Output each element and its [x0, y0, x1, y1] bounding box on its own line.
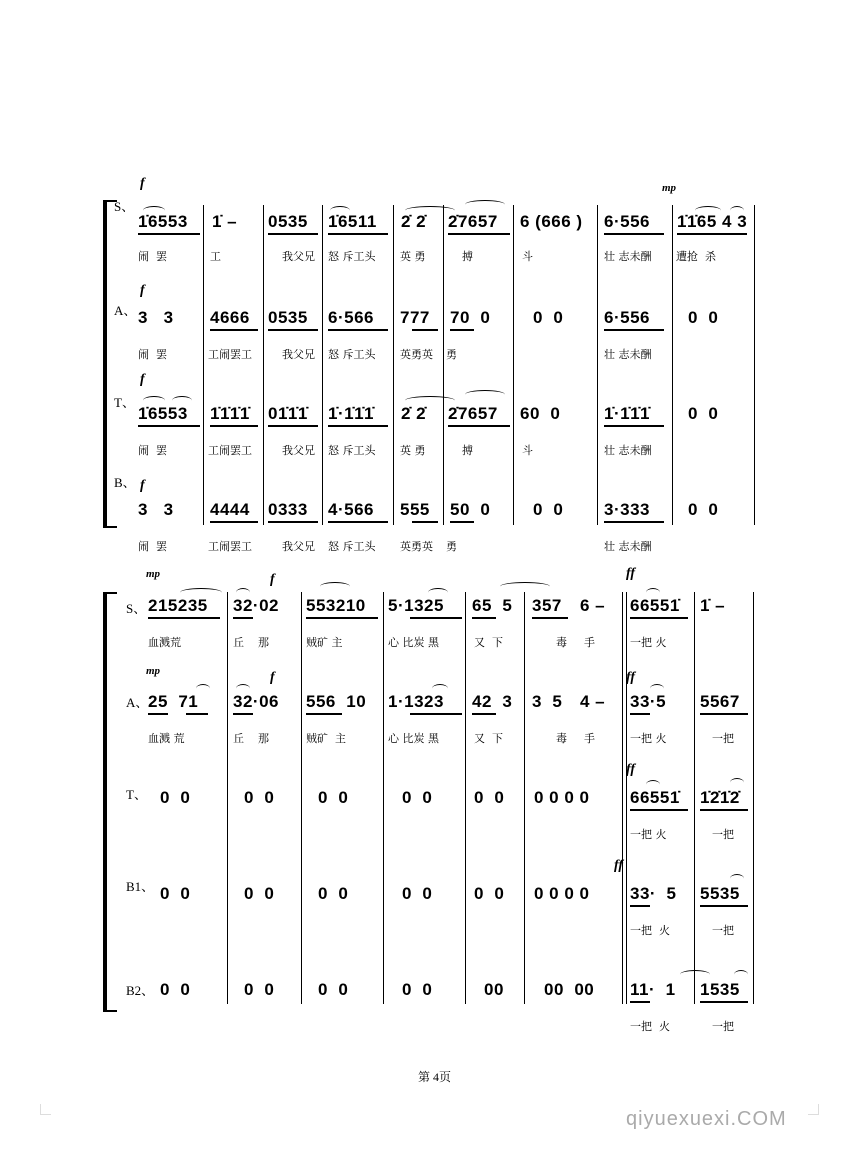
lyrics: 毒 [556, 732, 567, 745]
lyrics: 壮 志未酬 [604, 348, 652, 361]
beam [630, 617, 688, 619]
slur [680, 970, 710, 979]
notes-measure: 11· 1 [630, 980, 676, 999]
notes-measure: 3 5 [532, 692, 563, 711]
beam [677, 233, 747, 235]
notes-measure: 66551̇ [630, 596, 680, 615]
notes-measure: 0 0 [688, 308, 719, 327]
lyrics: 怒 斥工头 [328, 444, 376, 457]
notes-measure: 0333 [268, 500, 308, 519]
lyrics: 英 勇 [400, 250, 426, 263]
notes-measure: 0 0 [244, 884, 275, 903]
slur [730, 874, 744, 883]
beam [412, 521, 438, 523]
notes-measure: 1̇·1̇1̇1̇ [328, 404, 374, 423]
notes-measure: 0 0 [474, 884, 505, 903]
part-label: S、 [126, 601, 147, 616]
notes-measure: 555 [400, 500, 430, 519]
barline [754, 205, 755, 525]
slur [695, 206, 721, 215]
beam [448, 425, 510, 427]
notes-measure: 2̇7657 [448, 404, 498, 423]
slur [730, 778, 744, 787]
lyrics: 工闹罢工 [208, 444, 252, 457]
dynamic-mark: f [140, 176, 145, 191]
notes-measure: 33·5 [630, 692, 667, 711]
notes-measure: 556 10 [306, 692, 367, 711]
notes-measure: 6·566 [328, 308, 374, 327]
lyrics: 我父兄 [282, 540, 315, 553]
beam [630, 809, 688, 811]
notes-measure: 4 – [580, 692, 606, 711]
dynamic-mark: f [270, 670, 275, 685]
beam [410, 713, 462, 715]
beam [604, 521, 664, 523]
barline [524, 592, 525, 1004]
lyrics: 一把 火 [630, 636, 667, 649]
watermark: qiyuexuexi.COM [626, 1108, 787, 1130]
notes-measure: 1̇6553 [138, 404, 188, 423]
slur [236, 588, 250, 597]
lyrics: 遭抢 杀 [676, 250, 716, 263]
notes-measure: 0 0 [244, 788, 275, 807]
lyrics: 英勇英 [400, 540, 433, 553]
beam [700, 809, 748, 811]
lyrics: 工 [210, 250, 221, 263]
lyrics: 手 [584, 636, 595, 649]
slur [646, 588, 660, 597]
slur [143, 396, 165, 405]
notes-measure: 0 0 [160, 980, 191, 999]
notes-measure: 357 [532, 596, 562, 615]
lyrics: 闹 罢 [138, 540, 167, 553]
beam [604, 233, 664, 235]
dynamic-mark: f [140, 372, 145, 387]
lyrics: 闹 罢 [138, 348, 167, 361]
lyrics: 血溅 荒 [148, 732, 185, 745]
part-label: B2、 [126, 983, 155, 998]
barline [383, 592, 384, 1004]
notes-measure: 0 0 [402, 788, 433, 807]
barline [694, 592, 695, 1004]
slur [650, 684, 664, 693]
beam [306, 713, 342, 715]
slur [405, 396, 455, 405]
notes-measure: 6·556 [604, 212, 650, 231]
lyrics: 一把 火 [630, 924, 670, 937]
lyrics: 英勇英 [400, 348, 433, 361]
barline [622, 592, 623, 1004]
beam [604, 425, 664, 427]
notes-measure: 70 0 [450, 308, 491, 327]
lyrics: 手 [584, 732, 595, 745]
lyrics: 勇 [446, 348, 457, 361]
beam [604, 329, 664, 331]
notes-measure: 0 0 0 0 [534, 788, 590, 807]
beam [233, 713, 253, 715]
barline [393, 205, 394, 525]
lyrics: 一把 火 [630, 828, 667, 841]
notes-measure: 1·1323 [388, 692, 444, 711]
barline [672, 205, 673, 525]
lyrics: 一把 [712, 924, 734, 937]
notes-measure: 3 3 [138, 308, 174, 327]
lyrics: 一把 火 [630, 732, 667, 745]
barline [753, 592, 754, 1004]
notes-measure: 5·1325 [388, 596, 444, 615]
lyrics: 闹 罢 [138, 250, 167, 263]
beam [700, 1001, 748, 1003]
beam [328, 521, 388, 523]
slur [432, 684, 448, 693]
lyrics: 壮 志未酬 [604, 540, 652, 553]
part-label: A、 [126, 695, 149, 710]
notes-measure: 42 3 [472, 692, 513, 711]
lyrics: 闹 罢 [138, 444, 167, 457]
beam [186, 713, 208, 715]
beam [268, 233, 318, 235]
lyrics: 丘 那 [233, 636, 269, 649]
barline [301, 592, 302, 1004]
lyrics: 我父兄 [282, 348, 315, 361]
notes-measure: 0 0 [318, 788, 349, 807]
slur [180, 588, 222, 597]
notes-measure: 0 0 [318, 884, 349, 903]
beam [306, 617, 378, 619]
notes-measure: 0 0 [402, 980, 433, 999]
lyrics: 怒 斥工头 [328, 250, 376, 263]
lyrics: 壮 志未酬 [604, 444, 652, 457]
notes-measure: 1̇2̇1̇2̇ [700, 788, 740, 807]
dynamic-mark: mp [146, 665, 161, 677]
slur [646, 780, 660, 789]
lyrics: 毒 [556, 636, 567, 649]
notes-measure: 1̇·1̇1̇1̇ [604, 404, 650, 423]
beam [630, 1001, 650, 1003]
notes-measure: 0 0 [688, 500, 719, 519]
notes-measure: 50 0 [450, 500, 491, 519]
notes-measure: 33· 5 [630, 884, 677, 903]
notes-measure: 00 [484, 980, 504, 999]
beam [472, 713, 496, 715]
notes-measure: 66551̇ [630, 788, 680, 807]
notes-measure: 0 0 [533, 500, 564, 519]
notes-measure: 0 0 [160, 884, 191, 903]
notes-measure: 0 0 [688, 404, 719, 423]
lyrics: 怒 斥工头 [328, 348, 376, 361]
beam [328, 329, 388, 331]
slur [465, 390, 505, 399]
lyrics: 壮 志未酬 [604, 250, 652, 263]
system-2-bracket-top [103, 592, 117, 594]
system-1-bracket [103, 200, 107, 528]
barline [227, 592, 228, 1004]
barline [322, 205, 323, 525]
slur [143, 206, 165, 215]
slur [236, 684, 250, 693]
lyrics: 一把 [712, 1020, 734, 1033]
lyrics: 怒 斥工头 [328, 540, 376, 553]
beam [210, 425, 258, 427]
lyrics: 又 下 [474, 636, 503, 649]
notes-measure: 6·556 [604, 308, 650, 327]
lyrics: 斗 [522, 444, 533, 457]
notes-measure: 25 71 [148, 692, 199, 711]
part-label: A、 [114, 303, 137, 318]
notes-measure: 01̇1̇1̇ [268, 404, 308, 423]
notes-measure: 00 00 [544, 980, 595, 999]
lyrics: 我父兄 [282, 250, 315, 263]
notes-measure: 0 0 [533, 308, 564, 327]
notes-measure: 5535 [700, 884, 740, 903]
lyrics: 勇 [446, 540, 457, 553]
corner-mark [40, 1104, 51, 1115]
slur [172, 396, 192, 405]
barline [465, 592, 466, 1004]
beam [700, 713, 748, 715]
beam [148, 617, 220, 619]
beam [448, 233, 510, 235]
notes-measure: 0 0 0 0 [534, 884, 590, 903]
notes-measure: 0 0 [160, 788, 191, 807]
barline [626, 592, 627, 1004]
lyrics: 贼矿 主 [306, 732, 346, 745]
lyrics: 一把 [712, 828, 734, 841]
beam [450, 521, 474, 523]
beam [268, 329, 318, 331]
system-2-bracket [103, 592, 107, 1012]
lyrics: 我父兄 [282, 444, 315, 457]
lyrics: 血溅荒 [148, 636, 181, 649]
system-1-bracket-bottom [103, 526, 117, 528]
system-2-bracket-bottom [103, 1010, 117, 1012]
notes-measure: 4666 [210, 308, 250, 327]
dynamic-mark: mp [146, 568, 161, 580]
slur [320, 582, 350, 591]
dynamic-mark: f [270, 572, 275, 587]
part-label: B、 [114, 475, 136, 490]
dynamic-mark: ff [626, 566, 636, 581]
slur [196, 684, 210, 693]
notes-measure: 4·566 [328, 500, 374, 519]
beam [532, 617, 568, 619]
dynamic-mark: ff [614, 858, 624, 873]
beam [328, 233, 388, 235]
slur [405, 206, 455, 215]
notes-measure: 0 0 [402, 884, 433, 903]
notes-measure: 0 0 [318, 980, 349, 999]
dynamic-mark: ff [626, 762, 636, 777]
beam [630, 713, 650, 715]
notes-measure: 6 (666 ) [520, 212, 583, 231]
slur [330, 206, 350, 215]
notes-measure: 1̇6553 [138, 212, 188, 231]
notes-measure: 1̇1̇1̇1̇ [210, 404, 250, 423]
dynamic-mark: mp [662, 182, 677, 194]
barline [203, 205, 204, 525]
notes-measure: 6 – [580, 596, 606, 615]
slur [500, 582, 550, 591]
lyrics: 又 下 [474, 732, 503, 745]
part-label: T、 [126, 787, 147, 802]
lyrics: 搏 [462, 250, 473, 263]
beam [472, 617, 496, 619]
beam [410, 617, 462, 619]
part-label: T、 [114, 395, 135, 410]
notes-measure: 2̇ 2̇ [401, 212, 427, 231]
beam [268, 425, 318, 427]
beam [630, 905, 650, 907]
lyrics: 斗 [522, 250, 533, 263]
notes-measure: 1535 [700, 980, 740, 999]
notes-measure: 4444 [210, 500, 250, 519]
slur [734, 970, 748, 979]
beam [138, 233, 200, 235]
notes-measure: 1̇1̇65 4 3 [677, 212, 748, 231]
notes-measure: 2̇7657 [448, 212, 498, 231]
lyrics: 心 比炭 黑 [388, 636, 439, 649]
slur [465, 200, 505, 209]
barline [597, 205, 598, 525]
lyrics: 工闹罢工 [208, 348, 252, 361]
lyrics: 贼矿 主 [306, 636, 343, 649]
beam [210, 329, 258, 331]
part-label: S、 [114, 199, 135, 214]
notes-measure: 3·333 [604, 500, 650, 519]
dynamic-mark: ff [626, 670, 636, 685]
notes-measure: 32·06 [233, 692, 279, 711]
notes-measure: 60 0 [520, 404, 561, 423]
barline [263, 205, 264, 525]
notes-measure: 5567 [700, 692, 740, 711]
beam [328, 425, 388, 427]
lyrics: 英 勇 [400, 444, 426, 457]
lyrics: 心 比炭 黑 [388, 732, 439, 745]
barline [443, 205, 444, 525]
notes-measure: 777 [400, 308, 430, 327]
notes-measure: 32·02 [233, 596, 279, 615]
lyrics: 一把 火 [630, 1020, 670, 1033]
slur [730, 206, 744, 215]
dynamic-mark: f [140, 478, 145, 493]
lyrics: 搏 [462, 444, 473, 457]
beam [268, 521, 318, 523]
part-label: B1、 [126, 879, 155, 894]
notes-measure: 2̇ 2̇ [401, 404, 427, 423]
beam [450, 329, 474, 331]
barline [513, 205, 514, 525]
beam [148, 713, 168, 715]
notes-measure: 0535 [268, 308, 308, 327]
beam [700, 905, 748, 907]
slur [428, 588, 448, 597]
notes-measure: 553210 [306, 596, 366, 615]
beam [233, 617, 253, 619]
notes-measure: 0535 [268, 212, 308, 231]
notes-measure: 3 3 [138, 500, 174, 519]
notes-measure: 1̇ – [700, 596, 726, 615]
dynamic-mark: f [140, 283, 145, 298]
page-number: 第 4页 [418, 1070, 452, 1084]
lyrics: 丘 那 [233, 732, 269, 745]
notes-measure: 1̇ – [212, 212, 238, 231]
beam [412, 329, 438, 331]
notes-measure: 65 5 [472, 596, 513, 615]
beam [138, 425, 200, 427]
notes-measure: 0 0 [244, 980, 275, 999]
lyrics: 工闹罢工 [208, 540, 252, 553]
lyrics: 一把 [712, 732, 734, 745]
beam [210, 521, 258, 523]
corner-mark [808, 1104, 819, 1115]
notes-measure: 215235 [148, 596, 208, 615]
notes-measure: 1̇6511 [328, 212, 377, 231]
notes-measure: 0 0 [474, 788, 505, 807]
